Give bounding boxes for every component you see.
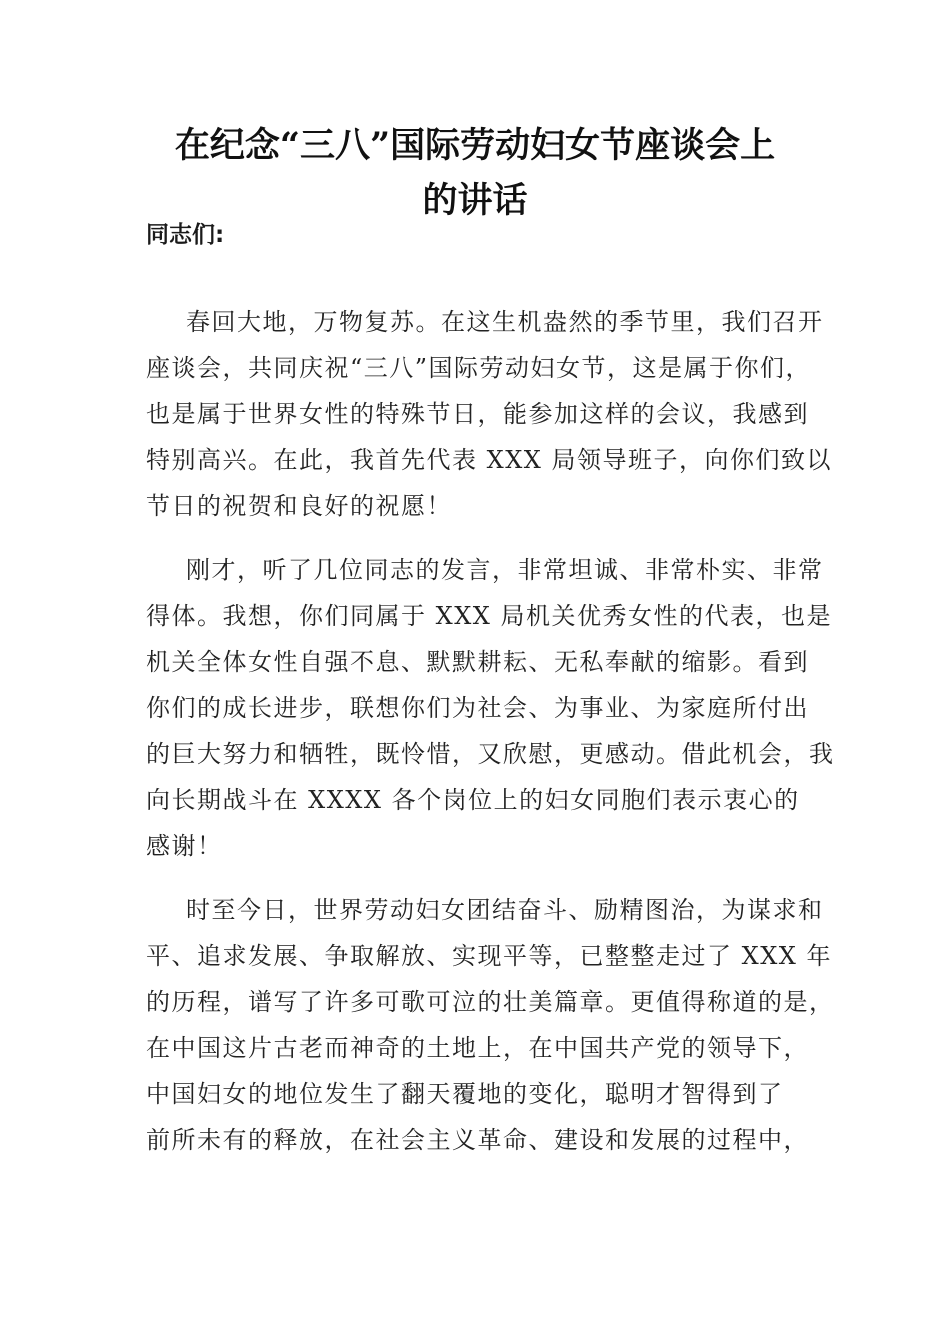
text-line: 时至今日，世界劳动妇女团结奋斗、励精图治，为谋求和 (186, 896, 824, 924)
text-line: 的巨大努力和牺牲，既怜惜，又欣慰，更感动。借此机会，我 (146, 740, 835, 768)
text-line: 春回大地，万物复苏。在这生机盎然的季节里，我们召开 (186, 308, 824, 336)
text-line: 在中国这片古老而神奇的土地上，在中国共产党的领导下， (146, 1034, 809, 1062)
document-body (146, 299, 835, 1181)
text-line: 得体。我想，你们同属于 XXX 局机关优秀女性的代表，也是 (146, 602, 833, 630)
text-line: 机关全体女性自强不息、默默耕耘、无私奉献的缩影。看到 (146, 648, 809, 676)
text-line: 的历程，谱写了许多可歌可泣的壮美篇章。更值得称道的是， (146, 988, 835, 1016)
text-line: 向长期战斗在 XXXX 各个岗位上的妇女同胞们表示衷心的 (146, 786, 800, 814)
salutation: 同志们: (146, 222, 225, 248)
text-line: 平、追求发展、争取解放、实现平等，已整整走过了 XXX 年 (146, 942, 833, 970)
title-line: 在纪念“三八”国际劳动妇女节座谈会上 (174, 125, 776, 166)
text-line: 也是属于世界女性的特殊节日，能参加这样的会议，我感到 (146, 400, 809, 428)
paragraph-3 (146, 887, 835, 1163)
text-line: 座谈会，共同庆祝“三八”国际劳动妇女节，这是属于你们， (146, 354, 812, 382)
paragraph-1 (146, 299, 833, 529)
text-line: 特别高兴。在此，我首先代表 XXX 局领导班子，向你们致以 (146, 446, 833, 474)
text-line: 节日的祝贺和良好的祝愿！ (146, 492, 452, 520)
text-line: 中国妇女的地位发生了翻天覆地的变化，聪明才智得到了 (146, 1080, 784, 1108)
text-line: 前所未有的释放，在社会主义革命、建设和发展的过程中， (146, 1126, 809, 1154)
paragraph-2 (146, 547, 835, 869)
title-line: 的讲话 (422, 180, 528, 221)
document-title (130, 118, 820, 228)
text-line: 刚才，听了几位同志的发言，非常坦诚、非常朴实、非常 (186, 556, 824, 584)
text-line: 感谢！ (146, 832, 223, 860)
text-line: 你们的成长进步，联想你们为社会、为事业、为家庭所付出 (146, 694, 809, 722)
